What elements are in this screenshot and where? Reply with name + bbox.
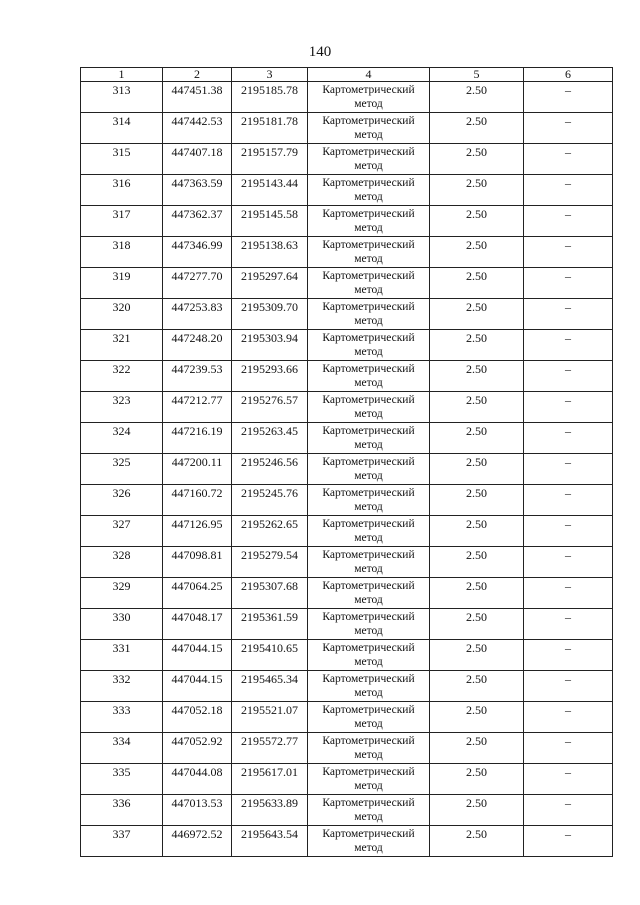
method-cell xyxy=(308,299,430,330)
point-number-cell: 325 xyxy=(81,454,163,485)
method-line-1: Картометрический xyxy=(322,146,415,158)
table-row xyxy=(81,392,613,423)
accuracy-cell: 2.50 xyxy=(430,516,524,547)
method-cell xyxy=(308,237,430,268)
note-cell: – xyxy=(524,733,613,764)
table-row xyxy=(81,609,613,640)
y-coordinate-cell: 2195309.70 xyxy=(232,299,308,330)
note-cell: – xyxy=(524,516,613,547)
method-cell xyxy=(308,609,430,640)
method-line-1: Картометрический xyxy=(322,363,415,375)
y-coordinate-cell: 2195262.65 xyxy=(232,516,308,547)
method-line-2: метод xyxy=(354,253,383,265)
note-cell: – xyxy=(524,268,613,299)
note-cell: – xyxy=(524,640,613,671)
method-line-2: метод xyxy=(354,222,383,234)
y-coordinate-cell: 2195138.63 xyxy=(232,237,308,268)
point-number-cell: 323 xyxy=(81,392,163,423)
point-number-cell: 327 xyxy=(81,516,163,547)
point-number-cell: 334 xyxy=(81,733,163,764)
note-cell: – xyxy=(524,237,613,268)
x-coordinate-cell: 447200.11 xyxy=(163,454,232,485)
point-number-cell: 329 xyxy=(81,578,163,609)
method-cell xyxy=(308,578,430,609)
method-line-1: Картометрический xyxy=(322,518,415,530)
method-line-1: Картометрический xyxy=(322,332,415,344)
method-cell xyxy=(308,206,430,237)
point-number-cell: 314 xyxy=(81,113,163,144)
x-coordinate-cell: 447277.70 xyxy=(163,268,232,299)
method-line-1: Картометрический xyxy=(322,115,415,127)
method-line-2: метод xyxy=(354,160,383,172)
y-coordinate-cell: 2195521.07 xyxy=(232,702,308,733)
note-cell: – xyxy=(524,795,613,826)
point-number-cell: 336 xyxy=(81,795,163,826)
method-line-1: Картометрический xyxy=(322,84,415,96)
method-line-2: метод xyxy=(354,532,383,544)
note-cell: – xyxy=(524,423,613,454)
table-row xyxy=(81,237,613,268)
note-cell: – xyxy=(524,485,613,516)
table-header-row xyxy=(81,68,613,82)
method-cell xyxy=(308,485,430,516)
method-line-2: метод xyxy=(354,98,383,110)
method-line-1: Картометрический xyxy=(322,797,415,809)
point-number-cell: 317 xyxy=(81,206,163,237)
accuracy-cell: 2.50 xyxy=(430,268,524,299)
method-line-2: метод xyxy=(354,780,383,792)
method-cell xyxy=(308,175,430,206)
point-number-cell: 328 xyxy=(81,547,163,578)
note-cell: – xyxy=(524,330,613,361)
y-coordinate-cell: 2195143.44 xyxy=(232,175,308,206)
x-coordinate-cell: 447442.53 xyxy=(163,113,232,144)
x-coordinate-cell: 447044.15 xyxy=(163,640,232,671)
x-coordinate-cell: 447346.99 xyxy=(163,237,232,268)
method-line-1: Картометрический xyxy=(322,394,415,406)
point-number-cell: 324 xyxy=(81,423,163,454)
method-line-2: метод xyxy=(354,811,383,823)
method-line-1: Картометрический xyxy=(322,766,415,778)
method-line-1: Картометрический xyxy=(322,735,415,747)
y-coordinate-cell: 2195279.54 xyxy=(232,547,308,578)
table-row xyxy=(81,671,613,702)
column-header-1: 1 xyxy=(81,68,163,82)
method-line-1: Картометрический xyxy=(322,642,415,654)
table-row xyxy=(81,175,613,206)
point-number-cell: 337 xyxy=(81,826,163,857)
point-number-cell: 318 xyxy=(81,237,163,268)
point-number-cell: 333 xyxy=(81,702,163,733)
point-number-cell: 332 xyxy=(81,671,163,702)
method-cell xyxy=(308,113,430,144)
table-row xyxy=(81,578,613,609)
point-number-cell: 313 xyxy=(81,82,163,113)
method-line-1: Картометрический xyxy=(322,673,415,685)
x-coordinate-cell: 447407.18 xyxy=(163,144,232,175)
x-coordinate-cell: 447160.72 xyxy=(163,485,232,516)
method-cell xyxy=(308,640,430,671)
accuracy-cell: 2.50 xyxy=(430,454,524,485)
method-line-2: метод xyxy=(354,284,383,296)
table-row xyxy=(81,485,613,516)
table-row xyxy=(81,113,613,144)
y-coordinate-cell: 2195181.78 xyxy=(232,113,308,144)
y-coordinate-cell: 2195245.76 xyxy=(232,485,308,516)
accuracy-cell: 2.50 xyxy=(430,485,524,516)
column-header-4: 4 xyxy=(308,68,430,82)
table-body xyxy=(81,82,613,857)
x-coordinate-cell: 447052.92 xyxy=(163,733,232,764)
method-line-2: метод xyxy=(354,842,383,854)
accuracy-cell: 2.50 xyxy=(430,826,524,857)
method-line-1: Картометрический xyxy=(322,239,415,251)
accuracy-cell: 2.50 xyxy=(430,423,524,454)
table-row xyxy=(81,454,613,485)
x-coordinate-cell: 447126.95 xyxy=(163,516,232,547)
table-row xyxy=(81,206,613,237)
column-header-5: 5 xyxy=(430,68,524,82)
y-coordinate-cell: 2195572.77 xyxy=(232,733,308,764)
method-line-1: Картометрический xyxy=(322,487,415,499)
method-cell xyxy=(308,764,430,795)
table-row xyxy=(81,826,613,857)
method-line-1: Картометрический xyxy=(322,549,415,561)
note-cell: – xyxy=(524,361,613,392)
table-row xyxy=(81,640,613,671)
accuracy-cell: 2.50 xyxy=(430,671,524,702)
accuracy-cell: 2.50 xyxy=(430,113,524,144)
method-cell xyxy=(308,392,430,423)
note-cell: – xyxy=(524,764,613,795)
method-line-1: Картометрический xyxy=(322,301,415,313)
accuracy-cell: 2.50 xyxy=(430,237,524,268)
accuracy-cell: 2.50 xyxy=(430,733,524,764)
method-cell xyxy=(308,795,430,826)
accuracy-cell: 2.50 xyxy=(430,392,524,423)
note-cell: – xyxy=(524,82,613,113)
table-row xyxy=(81,733,613,764)
method-line-2: метод xyxy=(354,315,383,327)
method-line-2: метод xyxy=(354,408,383,420)
method-line-2: метод xyxy=(354,439,383,451)
method-cell xyxy=(308,671,430,702)
table-row xyxy=(81,361,613,392)
y-coordinate-cell: 2195185.78 xyxy=(232,82,308,113)
method-cell xyxy=(308,733,430,764)
method-line-1: Картометрический xyxy=(322,425,415,437)
method-cell xyxy=(308,144,430,175)
note-cell: – xyxy=(524,113,613,144)
note-cell: – xyxy=(524,671,613,702)
y-coordinate-cell: 2195307.68 xyxy=(232,578,308,609)
method-line-2: метод xyxy=(354,377,383,389)
table-row xyxy=(81,144,613,175)
method-line-1: Картометрический xyxy=(322,828,415,840)
accuracy-cell: 2.50 xyxy=(430,578,524,609)
coordinates-table xyxy=(80,67,613,857)
y-coordinate-cell: 2195297.64 xyxy=(232,268,308,299)
point-number-cell: 326 xyxy=(81,485,163,516)
y-coordinate-cell: 2195410.65 xyxy=(232,640,308,671)
method-cell xyxy=(308,826,430,857)
table-row xyxy=(81,82,613,113)
method-line-2: метод xyxy=(354,625,383,637)
y-coordinate-cell: 2195276.57 xyxy=(232,392,308,423)
y-coordinate-cell: 2195157.79 xyxy=(232,144,308,175)
x-coordinate-cell: 447239.53 xyxy=(163,361,232,392)
accuracy-cell: 2.50 xyxy=(430,299,524,330)
method-line-2: метод xyxy=(354,501,383,513)
method-line-2: метод xyxy=(354,656,383,668)
accuracy-cell: 2.50 xyxy=(430,640,524,671)
table-row xyxy=(81,516,613,547)
note-cell: – xyxy=(524,454,613,485)
x-coordinate-cell: 447052.18 xyxy=(163,702,232,733)
x-coordinate-cell: 447451.38 xyxy=(163,82,232,113)
accuracy-cell: 2.50 xyxy=(430,702,524,733)
x-coordinate-cell: 447253.83 xyxy=(163,299,232,330)
method-line-1: Картометрический xyxy=(322,704,415,716)
method-cell xyxy=(308,423,430,454)
column-header-6: 6 xyxy=(524,68,613,82)
x-coordinate-cell: 447362.37 xyxy=(163,206,232,237)
method-cell xyxy=(308,361,430,392)
y-coordinate-cell: 2195617.01 xyxy=(232,764,308,795)
page-number: 140 xyxy=(308,44,332,60)
method-cell xyxy=(308,330,430,361)
y-coordinate-cell: 2195263.45 xyxy=(232,423,308,454)
x-coordinate-cell: 446972.52 xyxy=(163,826,232,857)
column-header-3: 3 xyxy=(232,68,308,82)
y-coordinate-cell: 2195633.89 xyxy=(232,795,308,826)
method-line-2: метод xyxy=(354,563,383,575)
x-coordinate-cell: 447216.19 xyxy=(163,423,232,454)
method-line-2: метод xyxy=(354,470,383,482)
accuracy-cell: 2.50 xyxy=(430,795,524,826)
table-row xyxy=(81,764,613,795)
table-row xyxy=(81,268,613,299)
note-cell: – xyxy=(524,547,613,578)
table-row xyxy=(81,702,613,733)
x-coordinate-cell: 447048.17 xyxy=(163,609,232,640)
method-cell xyxy=(308,516,430,547)
accuracy-cell: 2.50 xyxy=(430,206,524,237)
accuracy-cell: 2.50 xyxy=(430,82,524,113)
note-cell: – xyxy=(524,299,613,330)
method-cell xyxy=(308,454,430,485)
method-line-2: метод xyxy=(354,191,383,203)
accuracy-cell: 2.50 xyxy=(430,330,524,361)
x-coordinate-cell: 447064.25 xyxy=(163,578,232,609)
method-line-2: метод xyxy=(354,594,383,606)
table-row xyxy=(81,795,613,826)
point-number-cell: 330 xyxy=(81,609,163,640)
note-cell: – xyxy=(524,392,613,423)
column-header-2: 2 xyxy=(163,68,232,82)
method-cell xyxy=(308,547,430,578)
x-coordinate-cell: 447363.59 xyxy=(163,175,232,206)
x-coordinate-cell: 447044.15 xyxy=(163,671,232,702)
point-number-cell: 319 xyxy=(81,268,163,299)
y-coordinate-cell: 2195643.54 xyxy=(232,826,308,857)
note-cell: – xyxy=(524,702,613,733)
accuracy-cell: 2.50 xyxy=(430,175,524,206)
y-coordinate-cell: 2195293.66 xyxy=(232,361,308,392)
x-coordinate-cell: 447212.77 xyxy=(163,392,232,423)
method-line-2: метод xyxy=(354,718,383,730)
method-line-1: Картометрический xyxy=(322,611,415,623)
y-coordinate-cell: 2195465.34 xyxy=(232,671,308,702)
point-number-cell: 315 xyxy=(81,144,163,175)
method-line-1: Картометрический xyxy=(322,177,415,189)
point-number-cell: 335 xyxy=(81,764,163,795)
accuracy-cell: 2.50 xyxy=(430,144,524,175)
method-cell xyxy=(308,82,430,113)
method-line-2: метод xyxy=(354,129,383,141)
method-line-1: Картометрический xyxy=(322,208,415,220)
note-cell: – xyxy=(524,144,613,175)
note-cell: – xyxy=(524,826,613,857)
method-line-1: Картометрический xyxy=(322,580,415,592)
method-line-1: Картометрический xyxy=(322,456,415,468)
point-number-cell: 316 xyxy=(81,175,163,206)
y-coordinate-cell: 2195303.94 xyxy=(232,330,308,361)
x-coordinate-cell: 447013.53 xyxy=(163,795,232,826)
table-row xyxy=(81,330,613,361)
method-line-2: метод xyxy=(354,687,383,699)
x-coordinate-cell: 447248.20 xyxy=(163,330,232,361)
accuracy-cell: 2.50 xyxy=(430,361,524,392)
note-cell: – xyxy=(524,609,613,640)
table-row xyxy=(81,299,613,330)
point-number-cell: 331 xyxy=(81,640,163,671)
note-cell: – xyxy=(524,578,613,609)
table-row xyxy=(81,423,613,454)
note-cell: – xyxy=(524,206,613,237)
y-coordinate-cell: 2195361.59 xyxy=(232,609,308,640)
x-coordinate-cell: 447044.08 xyxy=(163,764,232,795)
accuracy-cell: 2.50 xyxy=(430,764,524,795)
point-number-cell: 321 xyxy=(81,330,163,361)
method-cell xyxy=(308,268,430,299)
accuracy-cell: 2.50 xyxy=(430,547,524,578)
y-coordinate-cell: 2195145.58 xyxy=(232,206,308,237)
method-cell xyxy=(308,702,430,733)
table-row xyxy=(81,547,613,578)
method-line-1: Картометрический xyxy=(322,270,415,282)
point-number-cell: 320 xyxy=(81,299,163,330)
method-line-2: метод xyxy=(354,749,383,761)
accuracy-cell: 2.50 xyxy=(430,609,524,640)
note-cell: – xyxy=(524,175,613,206)
x-coordinate-cell: 447098.81 xyxy=(163,547,232,578)
point-number-cell: 322 xyxy=(81,361,163,392)
method-line-2: метод xyxy=(354,346,383,358)
y-coordinate-cell: 2195246.56 xyxy=(232,454,308,485)
